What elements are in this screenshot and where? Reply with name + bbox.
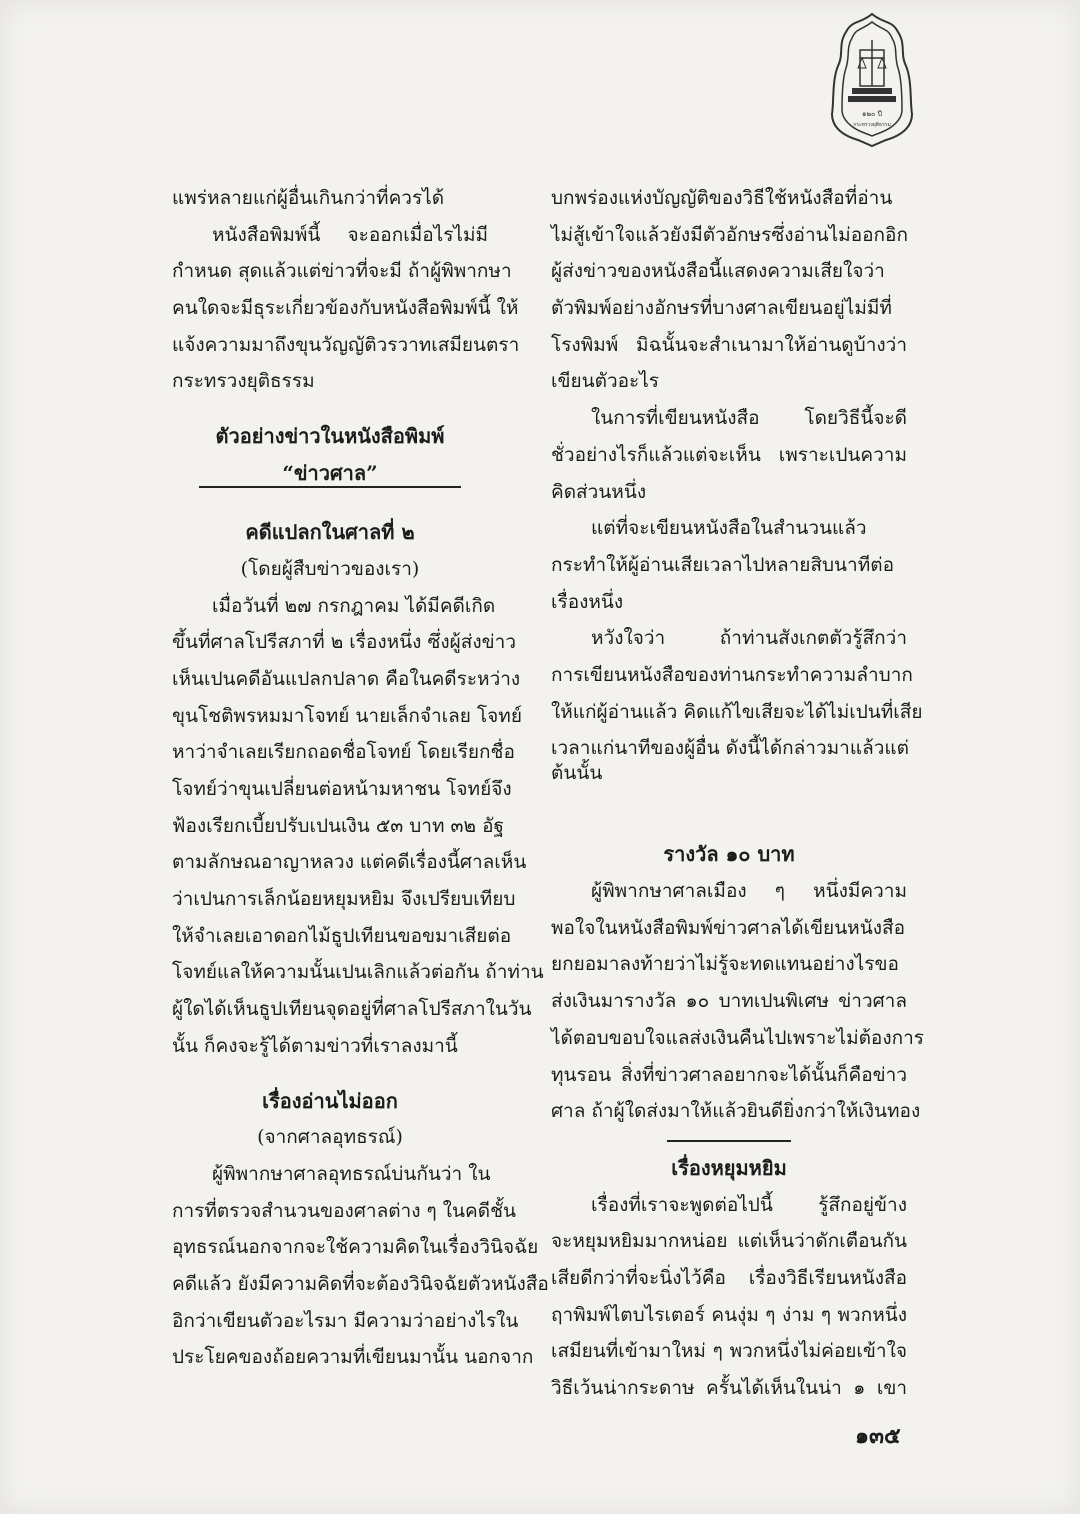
text-line: ฤาพิมพ์ไตบไรเตอร์ คนงุ่ม ๆ ง่าม ๆ พวกหนึ่ง [551, 1303, 907, 1326]
text-line: คนใดจะมีธุระเกี่ยวข้องกับหนังสือพิมพ์นี้ ให้ [172, 297, 519, 320]
text-line: คดีแล้ว ยังมีความคิดที่จะต้องวินิจฉัยตัวหนังสือ [172, 1272, 549, 1295]
text-line: จะหยุมหยิมมากหน่อย แต่เห็นว่าดักเตือนกัน [551, 1230, 907, 1253]
text-line: ว่าเปนการเล็กน้อยหยุมหยิม จึงเปรียบเทียบ [172, 888, 516, 911]
text-line: กระทรวงยุติธรรม [172, 370, 315, 393]
text-line: ผู้ส่งข่าวของหนังสือนี้แสดงความเสียใจว่า [551, 260, 885, 283]
text-line: ตามลักษณอาญาหลวง แต่คดีเรื่องนี้ศาลเห็น [172, 851, 527, 874]
text-line: ในการที่เขียนหนังสือ โดยวิธีนี้จะดี [591, 407, 907, 430]
text-line: พอใจในหนังสือพิมพ์ข่าวศาลได้เขียนหนังสือ [551, 916, 905, 939]
text-line: หวังใจว่า ถ้าท่านสังเกตตัวรู้สึกว่า [591, 627, 907, 650]
text-line: หนังสือพิมพ์นี้ จะออกเมื่อไรไม่มี [212, 223, 488, 246]
svg-text:กระทรวงยุติธรรม: กระทรวงยุติธรรม [853, 122, 891, 128]
text-line: อิกว่าเขียนตัวอะไรมา มีความว่าอย่างไรใน [172, 1309, 519, 1332]
text-line: เรื่องหนึ่ง [551, 590, 624, 613]
article-heading: เรื่องหยุมหยิม [671, 1155, 787, 1180]
text-line: ขุนโชติพรหมมาโจทย์ นายเล็กจำเลย โจทย์ [172, 704, 522, 727]
text-line: ผู้พิพากษาศาลอุทธรณ์บ่นกันว่า ใน [212, 1162, 491, 1185]
text-line: เวลาแก่นาทีของผู้อื่น ดังนี้ได้กล่าวมาแล้วแต่ [551, 737, 909, 760]
text-line: หาว่าจำเลยเรียกถอดชื่อโจทย์ โดยเรียกชื่อ [172, 741, 515, 764]
text-line: กำหนด สุดแล้วแต่ข่าวที่จะมี ถ้าผู้พิพากษา [172, 260, 512, 283]
text-line: ส่งเงินมารางวัล ๑๐ บาทเปนพิเศษ ข่าวศาล [551, 990, 907, 1013]
text-line: เรื่องที่เราจะพูดต่อไปนี้ รู้สึกอยู่ข้าง [591, 1193, 907, 1216]
text-line: ได้ตอบขอบใจแลส่งเงินคืนไปเพราะไม่ต้องการ [551, 1026, 924, 1049]
text-line: ฟ้องเรียกเบี้ยปรับเปนเงิน ๕๓ บาท ๓๒ อัฐ [172, 814, 504, 837]
text-line: การที่ตรวจสำนวนของศาลต่าง ๆ ในคดีชั้น [172, 1199, 516, 1222]
text-line: ผู้พิพากษาศาลเมือง ๆ หนึ่งมีความ [591, 880, 907, 903]
text-line: ขึ้นที่ศาลโปรีสภาที่ ๒ เรื่องหนึ่ง ซึ่งผู้ส่งข่าว [172, 631, 516, 654]
text-line: วิธีเว้นน่ากระดาษ ครั้นได้เห็นในน่า ๑ เขา [551, 1377, 907, 1399]
text-line: ทุนรอน สิ่งที่ข่าวศาลอยากจะได้นั้นก็คือข่าว [551, 1063, 907, 1086]
text-line: ให้แก่ผู้อ่านแล้ว คิดแก้ไขเสียจะได้ไม่เปนที่เสีย [551, 700, 923, 723]
text-line: เห็นเปนคดีอันแปลกปลาด คือในคดีระหว่าง [172, 667, 521, 690]
seal-text: ๑๒๐ ปี [862, 110, 882, 118]
newspaper-name: “ข่าวศาล” [282, 460, 378, 485]
text-line: ประโยคของถ้อยความที่เขียนมานั้น นอกจาก [172, 1346, 534, 1369]
text-line: แจ้งความมาถึงขุนวัญญัติวรวาทเสมียนตรา [172, 333, 520, 356]
article-heading: เรื่องอ่านไม่ออก [262, 1088, 398, 1113]
text-line: แต่ที่จะเขียนหนังสือในสำนวนแล้ว [591, 517, 867, 540]
text-line: แพร่หลายแก่ผู้อื่นเกินกว่าที่ควรได้ [172, 187, 445, 209]
section-heading: ตัวอย่างข่าวในหนังสือพิมพ์ [215, 424, 445, 449]
text-line: ยกยอมาลงท้ายว่าไม่รู้จะทดแทนอย่างไรขอ [551, 953, 899, 976]
text-line: เมื่อวันที่ ๒๗ กรกฎาคม ได้มีคดีเกิด [212, 594, 496, 617]
article-byline: (จากศาลอุทธรณ์) [257, 1126, 403, 1149]
text-line: โจทย์ว่าขุนเปลี่ยนต่อหน้ามหาชน โจทย์จึง [172, 778, 512, 800]
text-line: อุทธรณ์นอกจากจะใช้ความคิดในเรื่องวินิจฉัย [172, 1236, 539, 1259]
right-column [551, 180, 924, 1407]
text-line: โรงพิมพ์ มิฉนั้นจะสำเนามาให้อ่านดูบ้างว่า [551, 333, 907, 356]
left-column [172, 180, 549, 1376]
text-line: ไม่สู้เข้าใจแล้วยังมีตัวอักษรซึ่งอ่านไม่ออกอิก [551, 223, 908, 246]
ministry-seal-logo [826, 10, 918, 150]
text-line: เขียนตัวอะไร [551, 370, 659, 393]
text-line: ชั่วอย่างไรก็แล้วแต่จะเห็น เพราะเปนความ [551, 443, 907, 466]
text-line: เสมียนที่เข้ามาใหม่ ๆ พวกหนึ่งไม่ค่อยเข้าใจ [551, 1340, 907, 1363]
page-number: ๑๓๕ [855, 1423, 901, 1449]
text-line: ตัวพิมพ์อย่างอักษรที่บางศาลเขียนอยู่ไม่มีที่ [551, 297, 892, 320]
text-line: โจทย์แลให้ความนั้นเปนเลิกแล้วต่อกัน ถ้าท่าน [172, 961, 544, 984]
article-byline: (โดยผู้สืบข่าวของเรา) [240, 557, 420, 580]
text-line: นั้น ก็คงจะรู้ได้ตามข่าวที่เราลงมานี้ [172, 1034, 458, 1057]
text-line: เสียดีกว่าที่จะนิ่งไว้คือ เรื่องวิธีเรียนหนังสือ [551, 1266, 907, 1289]
text-line: ต้นนั้น [551, 762, 603, 784]
text-line: การเขียนหนังสือของท่านกระทำความลำบาก [551, 663, 913, 686]
article-heading: คดีแปลกในศาลที่ ๒ [245, 520, 415, 545]
section-rule [667, 1140, 791, 1142]
text-line: กระทำให้ผู้อ่านเสียเวลาไปหลายสิบนาทีต่อ [551, 553, 894, 576]
text-line: บกพร่องแห่งบัญญัติของวิธีใช้หนังสือที่อ่าน [551, 187, 893, 209]
text-line: ให้จำเลยเอาดอกไม้ธูปเทียนขอขมาเสียต่อ [172, 924, 512, 947]
text-line: ผู้ใดได้เห็นธูปเทียนจุดอยู่ที่ศาลโปรีสภาในวัน [172, 998, 532, 1021]
text-line: คิดส่วนหนึ่ง [551, 480, 647, 503]
text-line: ศาล ถ้าผู้ใดส่งมาให้แล้วยินดียิ่งกว่าให้เงินทอง [551, 1100, 921, 1123]
article-heading: รางวัล ๑๐ บาท [663, 842, 795, 867]
